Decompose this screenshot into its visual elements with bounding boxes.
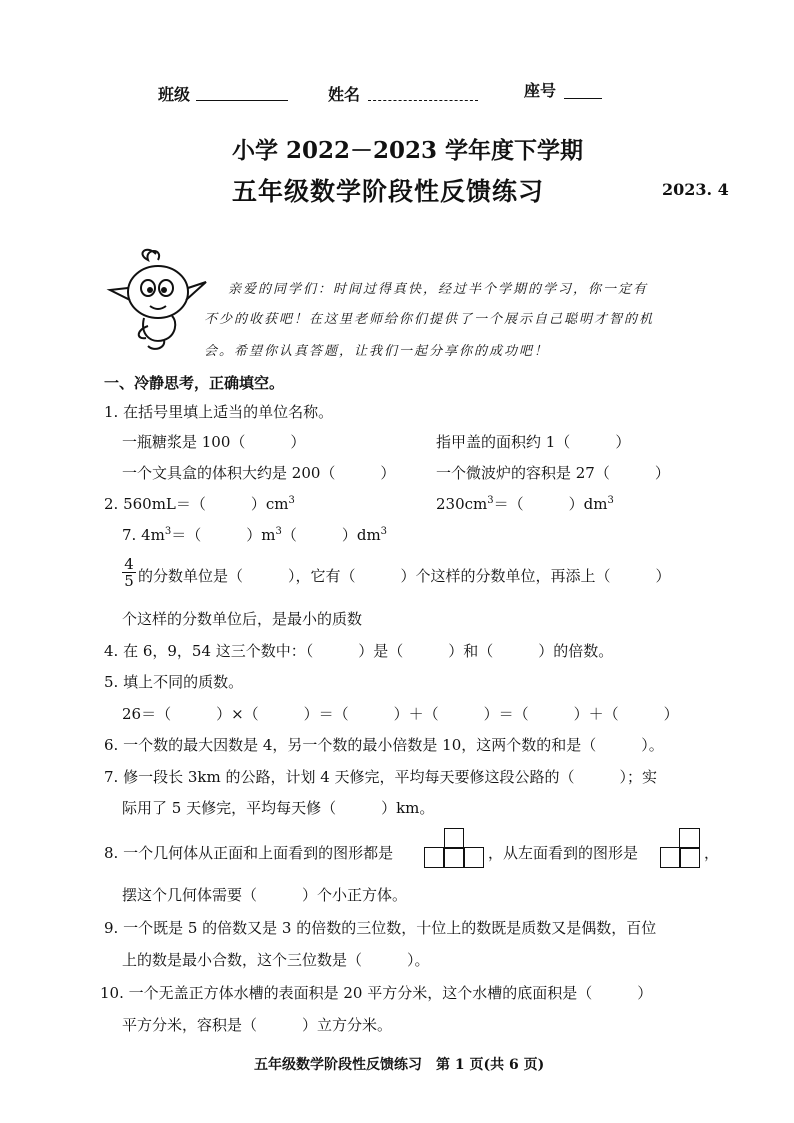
q2-b [436,493,614,514]
q2-a [104,493,295,514]
class-label: 班级 [158,85,191,104]
intro-line3: 会。希望你认真答题，让我们一起分享你的成功吧！ [204,344,550,359]
q7-line1: 7. 修一段长 3km 的公路，计划 4 天修完，平均每天要修这段公路的（ ）；实 [104,768,658,786]
q5-text: 5. 填上不同的质数。 [104,673,244,691]
mascot-icon [106,244,216,354]
q1-b: 指甲盖的面积约 1（ ） [436,433,631,451]
q2-b-text: 230cm [436,495,488,513]
q2-c-sup2: 3 [275,526,282,537]
intro-line2: 不少的收获吧！在这里老师给你们提供了一个展示自己聪明才智的机 [204,312,655,327]
q10-line2: 平方分米，容积是（ ）立方分米。 [122,1016,393,1034]
q1-d: 一个微波炉的容积是 27（ ） [436,464,670,482]
q2-a-text: 2. 560mL＝（ ）cm [104,495,289,513]
section-heading: 一、冷静思考，正确填空。 [104,374,285,392]
q8-pre: 8. 一个几何体从正面和上面看到的图形都是 [104,844,394,862]
q10-line1: 10. 一个无盖正方体水槽的表面积是 20 平方分米，这个水槽的底面积是（ ） [100,984,653,1002]
q3-numerator: 4 [124,555,134,573]
left-view-icon [660,828,700,868]
page-footer: 五年级数学阶段性反馈练习 第 1 页(共 6 页) [254,1057,545,1073]
q5-equation: 26＝（ ）×（ ）＝（ ）＋（ ）＝（ ）＋（ ） [122,705,679,723]
q2-c-sup1: 3 [164,526,172,537]
q3-fraction [122,556,136,589]
title-line1: 小学 2022－2023 学年度下学期 [232,137,584,164]
seat-label: 座号 [524,81,557,100]
front-top-view-icon [424,828,484,868]
q3-denominator: 5 [124,572,134,590]
q4-text: 4. 在 6，9，54 这三个数中：（ ）是（ ）和（ ）的倍数。 [104,642,614,660]
q1-a: 一瓶糖浆是 100（ ） [122,433,306,451]
q1-c: 一个文具盒的体积大约是 200（ ） [122,464,396,482]
intro-line1: 亲爱的同学们：时间过得真快，经过半个学期的学习，你一定有 [228,282,649,297]
q2-b-mid: ＝（ ）dm [493,495,608,513]
class-field[interactable] [196,100,288,101]
q7-line2: 际用了 5 天修完，平均每天修（ ）km。 [122,799,435,817]
title-line2: 五年级数学阶段性反馈练习 [232,177,545,206]
q9-line1: 9. 一个既是 5 的倍数又是 3 的倍数的三位数，十位上的数既是质数又是偶数，百位 [104,919,657,937]
q8-line2: 摆这个几何体需要（ ）个小正方体。 [122,886,408,904]
q2-c-mid: ＝（ ）m [171,526,276,544]
seat-field[interactable] [564,98,602,99]
q2-c-mid2: （ ）dm [281,526,381,544]
q3-text: 的分数单位是（ ），它有（ ）个这样的分数单位，再添上（ ） [138,567,671,585]
q2-c-text: 7. 4m [122,526,165,544]
q6-text: 6. 一个数的最大因数是 4，另一个数的最小倍数是 10，这两个数的和是（ ）。 [104,736,664,754]
date: 2023. 4 [662,180,729,199]
q2-b-sup1: 3 [487,495,494,506]
q1-text: 1. 在括号里填上适当的单位名称。 [104,403,334,421]
q8-mid: ，从左面看到的图形是 [488,844,639,862]
name-field[interactable] [368,100,478,101]
q2-a-sup: 3 [288,495,295,506]
q2-c [122,524,387,545]
q2-c-sup3: 3 [380,526,388,537]
name-label: 姓名 [328,85,361,104]
q8-end: ， [704,844,720,862]
q3-text2: 个这样的分数单位后，是最小的质数 [122,610,363,628]
q2-b-sup2: 3 [607,495,614,506]
q9-line2: 上的数是最小合数，这个三位数是（ ）。 [122,951,430,969]
